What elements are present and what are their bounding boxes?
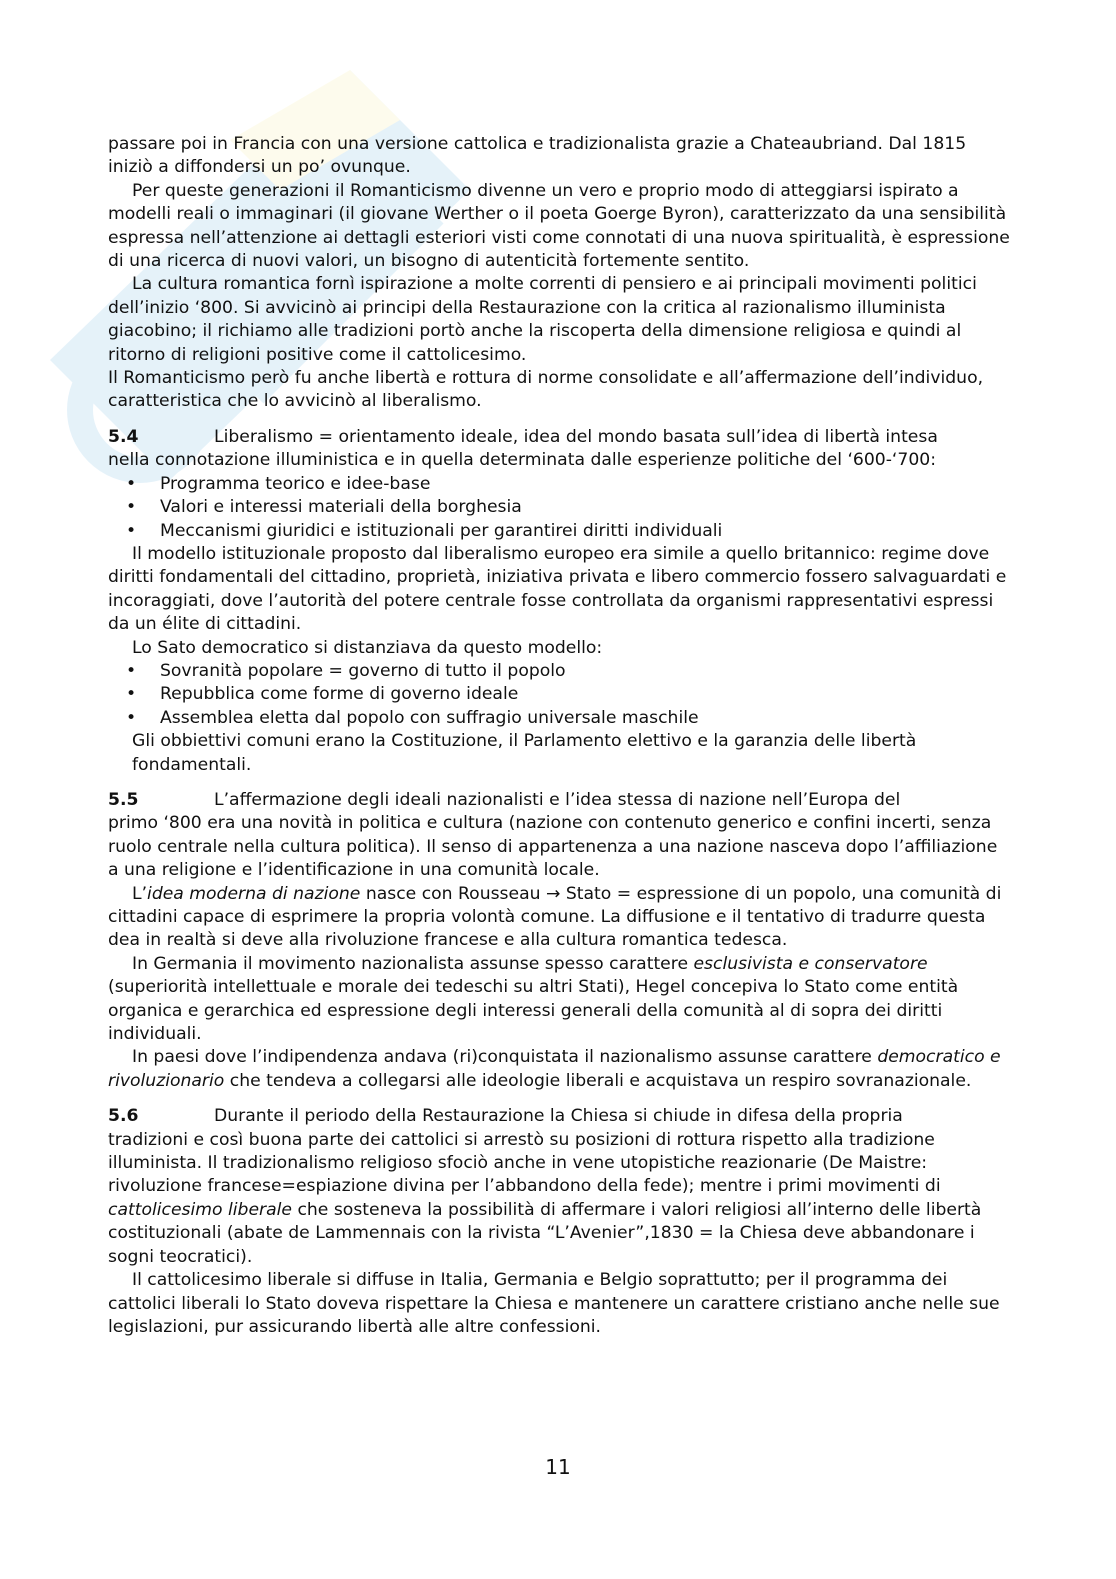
list-item: • Sovranità popolare = governo di tutto il popolo xyxy=(108,660,1013,683)
section-number: 5.4 xyxy=(108,426,139,447)
list-item: • Repubblica come forme di governo ideale xyxy=(108,683,1013,706)
list-item: • Assemblea eletta dal popolo con suffragio universale maschile xyxy=(108,707,1013,730)
section-5-5 xyxy=(108,789,1013,1093)
page-body xyxy=(108,133,1013,1339)
paragraph: In paesi dove l’indipendenza andava (ri)conquistata il nazionalismo assunse carattere democratico e rivoluzionario che tendeva a collegarsi alle ideologie liberali e acquistava un respiro sovranazionale. xyxy=(108,1047,1001,1091)
section-number: 5.5 xyxy=(108,789,139,810)
section-first-line: L’affermazione degli ideali nazionalisti e l’idea stessa di nazione nell’Europa del xyxy=(214,789,901,810)
paragraph: tradizioni e così buona parte dei cattolici si arrestò su posizioni di rottura rispetto alla tradizione illuminista. Il tradizionalismo religioso sfociò anche in vene utopistiche reazionarie (De Maistre: rivoluzione francese=espiazione divina per l’abbandono della fede); mentre i primi movimenti di cattolicesimo liberale che sosteneva la possibilità di affermare i valori religiosi all’interno delle libertà costituzionali (abate de Lammennais con la rivista “L’Avenier”,1830 = la Chiesa deve abbandonare i sogni teocratici). xyxy=(108,1129,982,1267)
paragraph: Il modello istituzionale proposto dal liberalismo europeo era simile a quello britannico: regime dove diritti fondamentali del cittadino, proprietà, iniziativa privata e libero commercio fossero salvaguardati e incoraggiati, dove l’autorità del potere centrale fosse controllata da organismi rappresentativi espressi da un élite di cittadini. xyxy=(108,543,1007,635)
list-item: • Valori e interessi materiali della borghesia xyxy=(108,496,1013,519)
paragraph: passare poi in Francia con una versione cattolica e tradizionalista grazie a Chateaubriand. Dal 1815 iniziò a diffondersi un po’ ovunque. xyxy=(108,134,967,178)
section-number: 5.6 xyxy=(108,1106,139,1127)
paragraph: nella connotazione illuministica e in quella determinata dalle esperienze politiche del ‘600-‘700: xyxy=(108,450,936,471)
list-item: • Programma teorico e idee-base xyxy=(108,473,1013,496)
section-5-4 xyxy=(108,426,1013,777)
list-item: • Meccanismi giuridici e istituzionali per garantirei diritti individuali xyxy=(108,520,1013,543)
paragraph: primo ‘800 era una novità in politica e cultura (nazione con contenuto generico e confini incerti, senza ruolo centrale nella cultura politica). Il senso di appartenenza a una nazione nasceva dopo l’affiliazione a una religione e l’identificazione in una comunità locale. xyxy=(108,813,998,881)
section-first-line: Liberalismo = orientamento ideale, idea del mondo basata sull’idea di libertà intesa xyxy=(214,426,938,447)
bullet-list xyxy=(108,660,1013,730)
page-number: 11 xyxy=(545,1455,571,1479)
paragraph: Lo Sato democratico si distanziava da questo modello: xyxy=(132,637,603,658)
paragraph: La cultura romantica fornì ispirazione a molte correnti di pensiero e ai principali movimenti politici dell’inizio ‘800. Si avvicinò ai principi della Restaurazione con la critica al razionalismo illuminista giacobino; il richiamo alle tradizioni portò anche la riscoperta della dimensione religiosa e quindi al ritorno di religioni positive come il cattolicesimo. xyxy=(108,274,977,365)
section-first-line: Durante il periodo della Restaurazione la Chiesa si chiude in difesa della propria xyxy=(214,1106,903,1127)
bullet-list xyxy=(108,473,1013,543)
section-5-6 xyxy=(108,1105,1013,1339)
paragraph: Gli obbiettivi comuni erano la Costituzione, il Parlamento elettivo e la garanzia delle libertà fondamentali. xyxy=(132,731,917,775)
paragraph: Il cattolicesimo liberale si diffuse in Italia, Germania e Belgio soprattutto; per il programma dei cattolici liberali lo Stato doveva rispettare la Chiesa e mantenere un carattere cristiano anche nelle sue legislazioni, pur assicurando libertà alle altre confessioni. xyxy=(108,1270,1000,1337)
paragraph: Il Romanticismo però fu anche libertà e rottura di norme consolidate e all’affermazione dell’individuo, caratteristica che lo avvicinò al liberalismo. xyxy=(108,368,984,412)
paragraph: Per queste generazioni il Romanticismo divenne un vero e proprio modo di atteggiarsi ispirato a modelli reali o immaginari (il giovane Werther o il poeta Goerge Byron), caratterizzato da una sensibilità espressa nell’attenzione ai dettagli esteriori visti come connotati di una nuova spiritualità, è espressione di una ricerca di nuovi valori, un bisogno di autenticità fortemente sentito. xyxy=(108,180,1010,272)
paragraph: L’idea moderna di nazione nasce con Rousseau → Stato = espressione di un popolo, una comunità di cittadini capace di esprimere la propria volontà comune. La diffusione e il tentativo di tradurre questa dea in realtà si deve alla rivoluzione francese e alla cultura romantica tedesca. xyxy=(108,883,1002,951)
paragraph: In Germania il movimento nazionalista assunse spesso carattere esclusivista e conservatore (superiorità intellettuale e morale dei tedeschi su altri Stati), Hegel concepiva lo Stato come entità organica e gerarchica ed espressione degli interessi generali della comunità al di sopra dei diritti individuali. xyxy=(108,953,959,1045)
